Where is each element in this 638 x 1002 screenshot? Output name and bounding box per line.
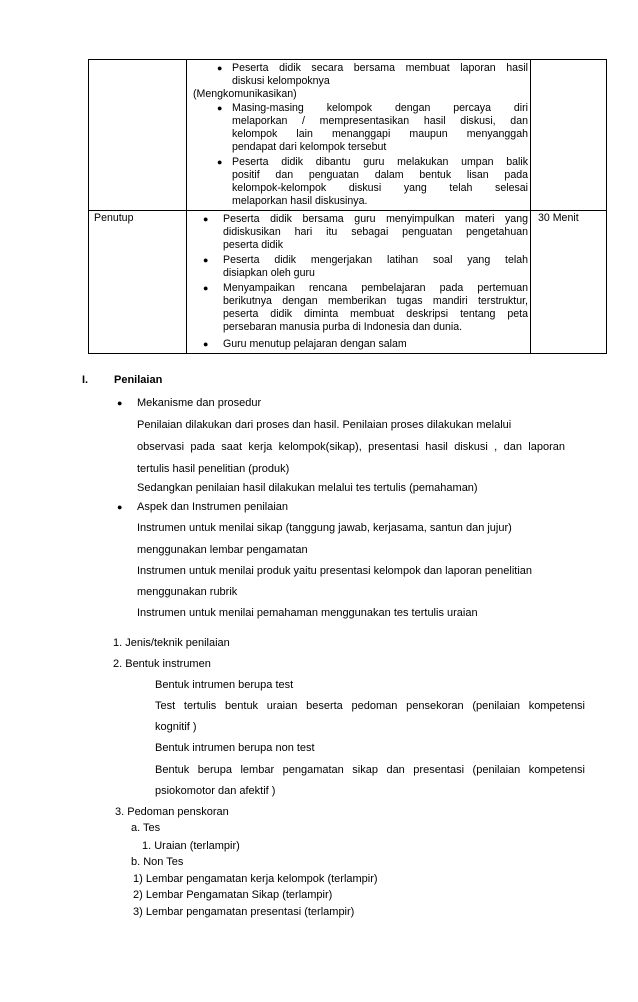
paragraph-line: Test tertulis bentuk uraian beserta pedoman pensekoran (penilaian kompetensi <box>155 700 585 712</box>
subsection-title: Aspek dan Instrumen penilaian <box>137 501 289 513</box>
list-item: Masing-masing kelompok dengan percaya diri <box>232 102 528 114</box>
list-item-cont: disiapkan oleh guru <box>223 267 315 279</box>
paragraph-line: Instrumen untuk menilai sikap (tanggung jawab, kerjasama, santun dan jujur) <box>137 522 512 534</box>
sub-item: b. Non Tes <box>131 856 184 868</box>
list-item-cont: persebaran manusia purba di Indonesia dan dunia. <box>223 321 463 333</box>
bullet-icon: ● <box>203 283 209 293</box>
list-item-cont: melaporkan / mempresentasikan hasil diskusi, dan <box>232 115 528 127</box>
sub-item: a. Tes <box>131 822 161 834</box>
list-item: Peserta didik dibantu guru melakukan umpan balik <box>232 156 528 168</box>
list-item-cont: peserta didik <box>223 239 284 251</box>
table-row-divider <box>89 210 606 211</box>
paragraph-line: menggunakan rubrik <box>137 586 238 598</box>
bullet-icon: ● <box>217 63 223 73</box>
table-col-divider-2 <box>530 60 531 353</box>
list-item-cont: didiskusikan hari itu sebagai penguatan pengetahuan <box>223 226 528 238</box>
numbered-item: 3. Pedoman penskoran <box>115 806 229 818</box>
list-item: Peserta didik secara bersama membuat laporan hasil <box>232 62 528 74</box>
list-item: 2) Lembar Pengamatan Sikap (terlampir) <box>133 889 333 901</box>
stage-heading: (Mengkomunikasikan) <box>193 88 297 100</box>
bullet-icon: ● <box>203 255 209 265</box>
paragraph-line: kognitif ) <box>155 721 197 733</box>
paragraph-line: tertulis hasil penelitian (produk) <box>137 463 290 475</box>
list-item-cont: berikutnya dengan memberikan tugas mandiri terstruktur, <box>223 295 528 307</box>
duration-label: 30 Menit <box>538 212 579 224</box>
paragraph-line: Instrumen untuk menilai produk yaitu presentasi kelompok dan laporan penelitian <box>137 565 533 577</box>
list-item: Peserta didik bersama guru menyimpulkan materi yang <box>223 213 528 225</box>
list-item: Menyampaikan rencana pembelajaran pada pertemuan <box>223 282 528 294</box>
list-item: 1) Lembar pengamatan kerja kelompok (terlampir) <box>133 873 378 885</box>
bullet-icon: ● <box>203 339 209 349</box>
activity-table <box>88 59 607 354</box>
list-item: 3) Lembar pengamatan presentasi (terlampir) <box>133 906 355 918</box>
bullet-icon: ● <box>217 103 223 113</box>
row-label: Penutup <box>94 212 134 224</box>
list-item-cont: positif dan penguatan dalam bentuk lisan pada <box>232 169 528 181</box>
bullet-icon: ● <box>217 157 223 167</box>
section-title: Penilaian <box>114 374 163 386</box>
bullet-icon: ● <box>203 214 209 224</box>
paragraph-line: menggunakan lembar pengamatan <box>137 544 308 556</box>
list-item: Peserta didik mengerjakan latihan soal yang telah <box>223 254 528 266</box>
section-number: I. <box>82 374 89 386</box>
bullet-icon: ● <box>117 398 123 408</box>
numbered-item: 2. Bentuk instrumen <box>113 658 211 670</box>
list-item-cont: kelompok lain menanggapi maupun menyanggah <box>232 128 528 140</box>
list-item-cont: diskusi kelompoknya <box>232 75 330 87</box>
paragraph-line: Instrumen untuk menilai pemahaman menggunakan tes tertulis uraian <box>137 607 478 619</box>
paragraph-line: observasi pada saat kerja kelompok(sikap), presentasi hasil diskusi , dan laporan <box>137 441 565 453</box>
paragraph-line: psiokomotor dan afektif ) <box>155 785 276 797</box>
subsection-title: Mekanisme dan prosedur <box>137 397 262 409</box>
table-col-divider-1 <box>186 60 187 353</box>
list-item-cont: kelompok-kelompok diskusi yang telah selesai <box>232 182 528 194</box>
list-item: Guru menutup pelajaran dengan salam <box>223 338 407 350</box>
paragraph-line: Bentuk berupa lembar pengamatan sikap dan presentasi (penilaian kompetensi <box>155 764 585 776</box>
paragraph-line: Sedangkan penilaian hasil dilakukan melalui tes tertulis (pemahaman) <box>137 482 478 494</box>
paragraph-line: Penilaian dilakukan dari proses dan hasil. Penilaian proses dilakukan melalui <box>137 419 512 431</box>
numbered-item: 1. Jenis/teknik penilaian <box>113 637 230 649</box>
bullet-icon: ● <box>117 502 123 512</box>
paragraph-line: Bentuk intrumen berupa non test <box>155 742 315 754</box>
sub-item: 1. Uraian (terlampir) <box>142 840 240 852</box>
list-item-cont: pendapat dari kelompok tersebut <box>232 141 387 153</box>
list-item-cont: melaporkan hasil diskusinya. <box>232 195 368 207</box>
list-item-cont: peserta didik diminta membuat deskripsi tentang peta <box>223 308 528 320</box>
paragraph-line: Bentuk intrumen berupa test <box>155 679 294 691</box>
